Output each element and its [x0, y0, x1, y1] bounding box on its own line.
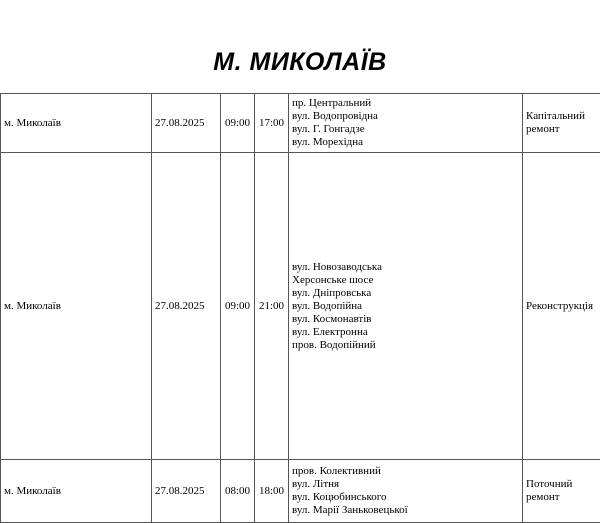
street-name: вул. Космонавтів: [292, 313, 519, 326]
streets-cell: [289, 94, 523, 153]
city-cell: м. Миколаїв: [1, 94, 152, 153]
street-name: вул. Марії Заньковецької: [292, 504, 519, 517]
outage-schedule-table: [0, 93, 600, 523]
city-cell: м. Миколаїв: [1, 460, 152, 523]
street-name: вул. Електронна: [292, 326, 519, 339]
work-type-cell: Капітальний ремонт: [523, 94, 600, 153]
date-cell: 27.08.2025: [152, 460, 221, 523]
end-time-cell: 21:00: [255, 153, 289, 460]
date-cell: 27.08.2025: [152, 94, 221, 153]
table-row: [1, 153, 600, 460]
city-cell: м. Миколаїв: [1, 153, 152, 460]
table-row: [1, 460, 600, 523]
street-name: вул. Водопровідна: [292, 110, 519, 123]
work-type-cell: Реконструкція: [523, 153, 600, 460]
streets-cell: [289, 153, 523, 460]
page-title: М. МИКОЛАЇВ: [0, 48, 600, 77]
street-name: пров. Водопійний: [292, 339, 519, 352]
date-cell: 27.08.2025: [152, 153, 221, 460]
street-name: вул. Літня: [292, 478, 519, 491]
end-time-cell: 18:00: [255, 460, 289, 523]
start-time-cell: 08:00: [221, 460, 255, 523]
work-type-cell: Поточний ремонт: [523, 460, 600, 523]
street-name: вул. Г. Гонгадзе: [292, 123, 519, 136]
table-row: [1, 94, 600, 153]
street-name: Херсонське шосе: [292, 274, 519, 287]
street-name: пров. Колективний: [292, 465, 519, 478]
streets-cell: [289, 460, 523, 523]
street-name: вул. Морехідна: [292, 136, 519, 149]
street-name: вул. Дніпровська: [292, 287, 519, 300]
end-time-cell: 17:00: [255, 94, 289, 153]
street-name: вул. Водопійна: [292, 300, 519, 313]
start-time-cell: 09:00: [221, 94, 255, 153]
street-name: вул. Новозаводська: [292, 261, 519, 274]
street-name: пр. Центральний: [292, 97, 519, 110]
street-name: вул. Коцюбинського: [292, 491, 519, 504]
start-time-cell: 09:00: [221, 153, 255, 460]
